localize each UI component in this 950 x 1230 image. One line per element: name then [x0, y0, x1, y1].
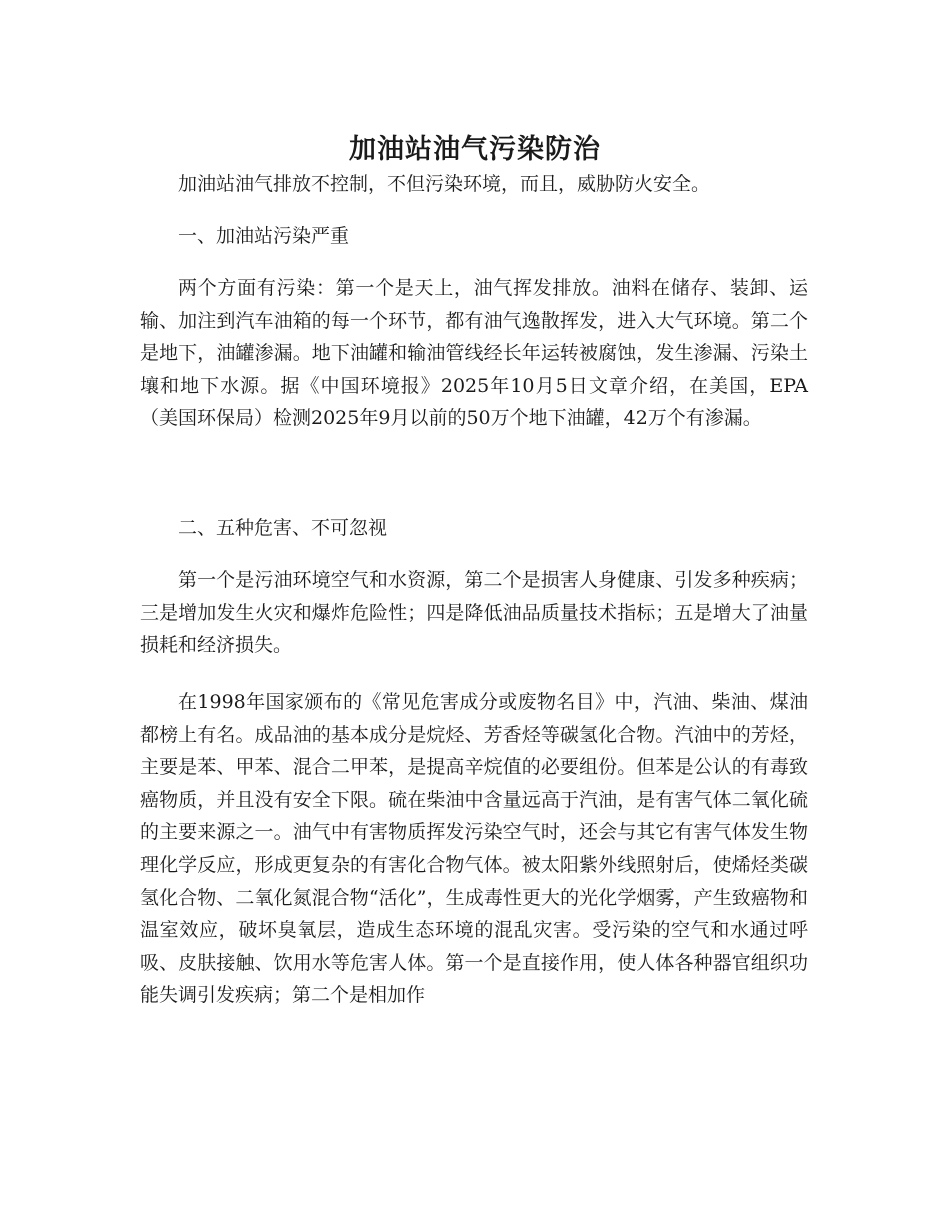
section-2-paragraph-1: 第一个是污油环境空气和水资源，第二个是损害人身健康、引发多种疾病；三是增加发生火灾和爆炸危险性；四是降低油品质量技术指标；五是增大了油量损耗和经济损失。 — [140, 569, 808, 657]
section-2-heading: 二、五种危害、不可忽视 — [178, 517, 388, 539]
section-1-heading: 一、加油站污染严重 — [178, 225, 350, 247]
document-title: 加油站油气污染防治 — [349, 134, 601, 166]
intro-paragraph: 加油站油气排放不控制，不但污染环境，而且，威胁防火安全。 — [178, 173, 711, 195]
section-2-paragraph-2: 在1998年国家颁布的《常见危害成分或废物名目》中，汽油、柴油、煤油都榜上有名。成品油的基本成分是烷烃、芳香烃等碳氢化合物。汽油中的芳烃，主要是苯、甲苯、混合二甲苯，是提高辛烷值的必要组份。但苯是公认的有毒致癌物质，并且没有安全下限。硫在柴油中含量远高于汽油，是有害气体二氧化硫的主要来源之一。油气中有害物质挥发污染空气时，还会与其它有害气体发生物理化学反应，形成更复杂的有害化合物气体。被太阳紫外线照射后，使烯烃类碳氢化合物、二氧化氮混合物“活化”，生成毒性更大的光化学烟雾，产生致癌物和温室效应，破坏臭氧层，造成生态环境的混乱灾害。受污染的空气和水通过呼吸、皮肤接触、饮用水等危害人体。第一个是直接作用，使人体各种器官组织功能失调引发疾病；第二个是相加作 — [140, 691, 808, 1007]
section-1-paragraph: 两个方面有污染：第一个是天上，油气挥发排放。油料在储存、装卸、运输、加注到汽车油箱的每一个环节，都有油气逸散挥发，进入大气环境。第二个是地下，油罐渗漏。地下油罐和输油管线经长年运转被腐蚀，发生渗漏、污染土壤和地下水源。据《中国环境报》2025年10月5日文章介绍，在美国，EPA（美国环保局）检测2025年9月以前的50万个地下油罐，42万个有渗漏。 — [140, 277, 808, 430]
